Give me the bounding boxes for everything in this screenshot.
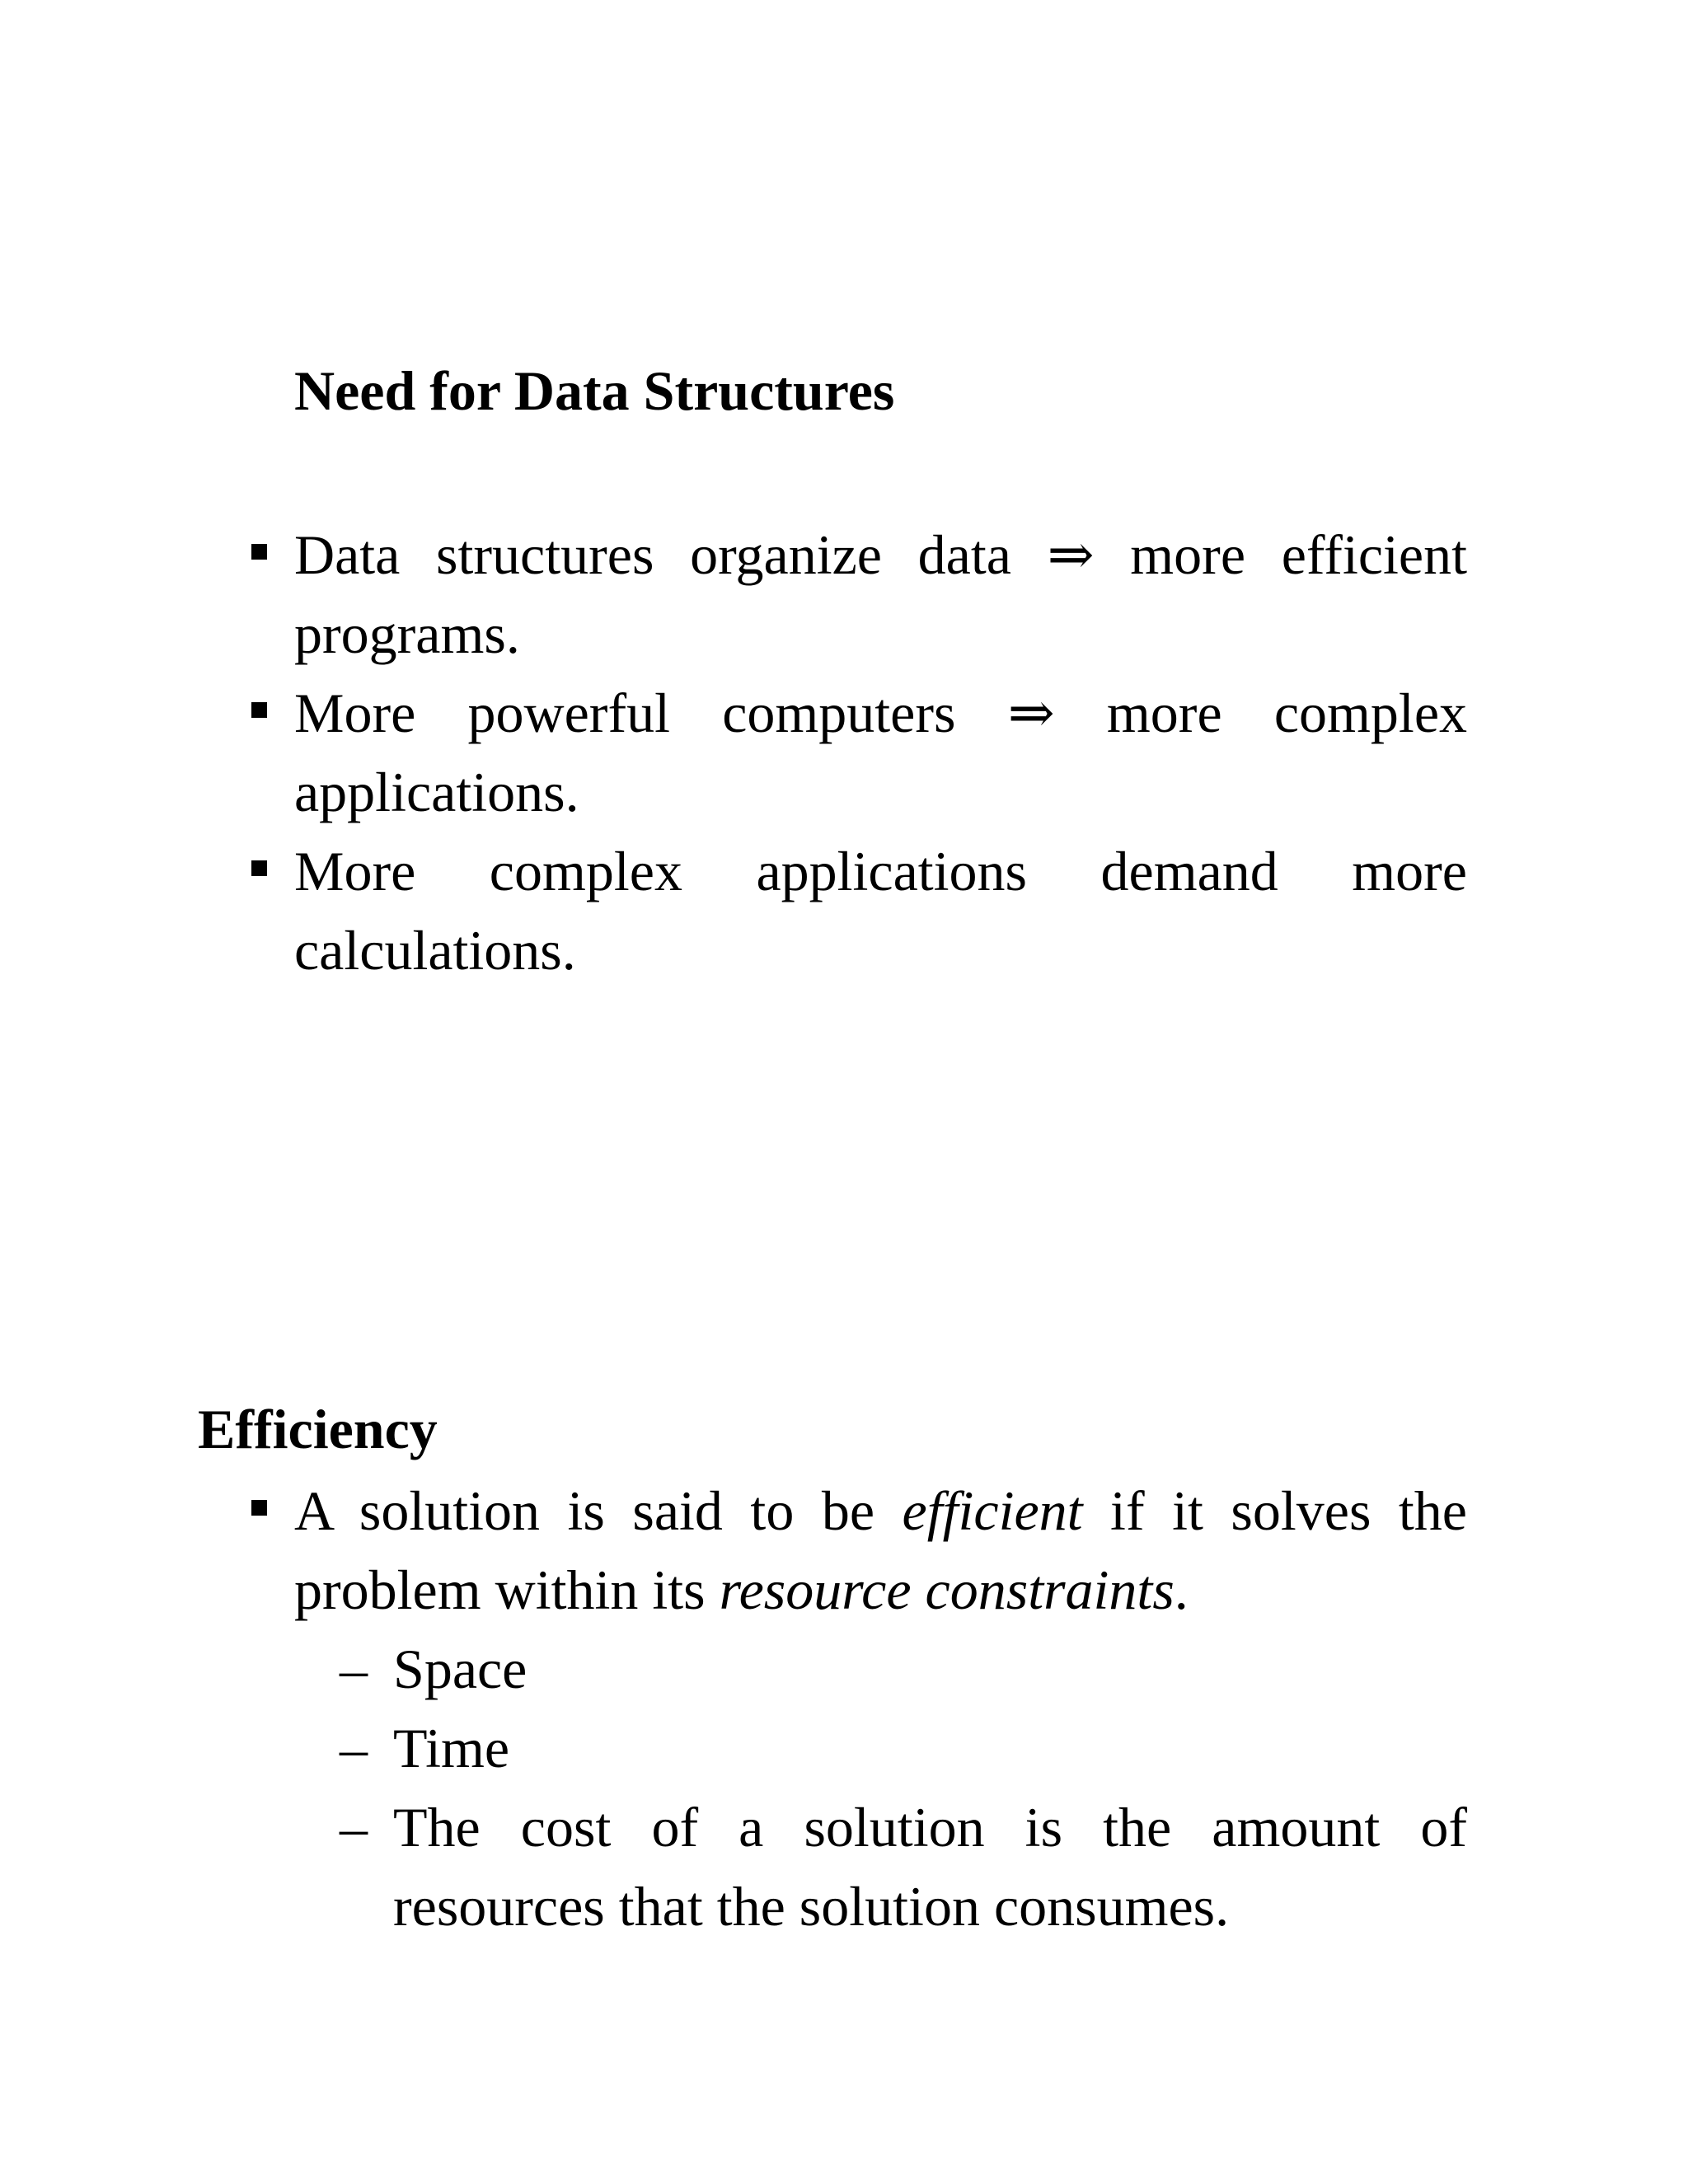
efficiency-sub-list [294, 1629, 1467, 1946]
square-bullet-icon [251, 860, 267, 876]
sub-item-text: The cost of a solution is the amount of resources that the solution consumes. [393, 1796, 1467, 1938]
efficiency-text-part: A solution is said to be [294, 1479, 903, 1542]
need-bullet-text: More complex applications demand more calculations. [294, 840, 1467, 982]
sub-item-text: Time [393, 1717, 510, 1779]
efficiency-bullet-text [294, 1471, 1467, 1629]
need-bullet-text: Data structures organize data ⇒ more efficient programs. [294, 523, 1467, 665]
sub-item-text: Space [393, 1638, 528, 1700]
sub-item-space [340, 1629, 1467, 1708]
dash-marker: – [340, 1717, 368, 1779]
need-bullet-text: More powerful computers ⇒ more complex applications. [294, 682, 1467, 823]
sub-item-time [340, 1708, 1467, 1788]
need-bullet-list [294, 515, 1467, 990]
heading-need-for-data-structures: Need for Data Structures [294, 359, 895, 422]
square-bullet-icon [251, 1500, 267, 1516]
square-bullet-icon [251, 702, 267, 718]
efficiency-text-part: if it solves the problem within its [294, 1479, 1467, 1621]
need-bullet-item [294, 673, 1467, 832]
dash-marker: – [340, 1638, 368, 1700]
square-bullet-icon [251, 544, 267, 560]
efficiency-bullet-list [294, 1471, 1467, 1946]
need-bullet-item [294, 515, 1467, 673]
dash-marker: – [340, 1796, 368, 1858]
efficiency-bullet-item [294, 1471, 1467, 1946]
efficient-emphasis: efficient [902, 1479, 1083, 1542]
resource-constraints-emphasis: resource constraints [719, 1558, 1175, 1621]
heading-efficiency: Efficiency [198, 1398, 438, 1460]
need-bullet-item [294, 832, 1467, 990]
sub-item-cost [340, 1788, 1467, 1946]
efficiency-text-part: . [1174, 1558, 1189, 1621]
